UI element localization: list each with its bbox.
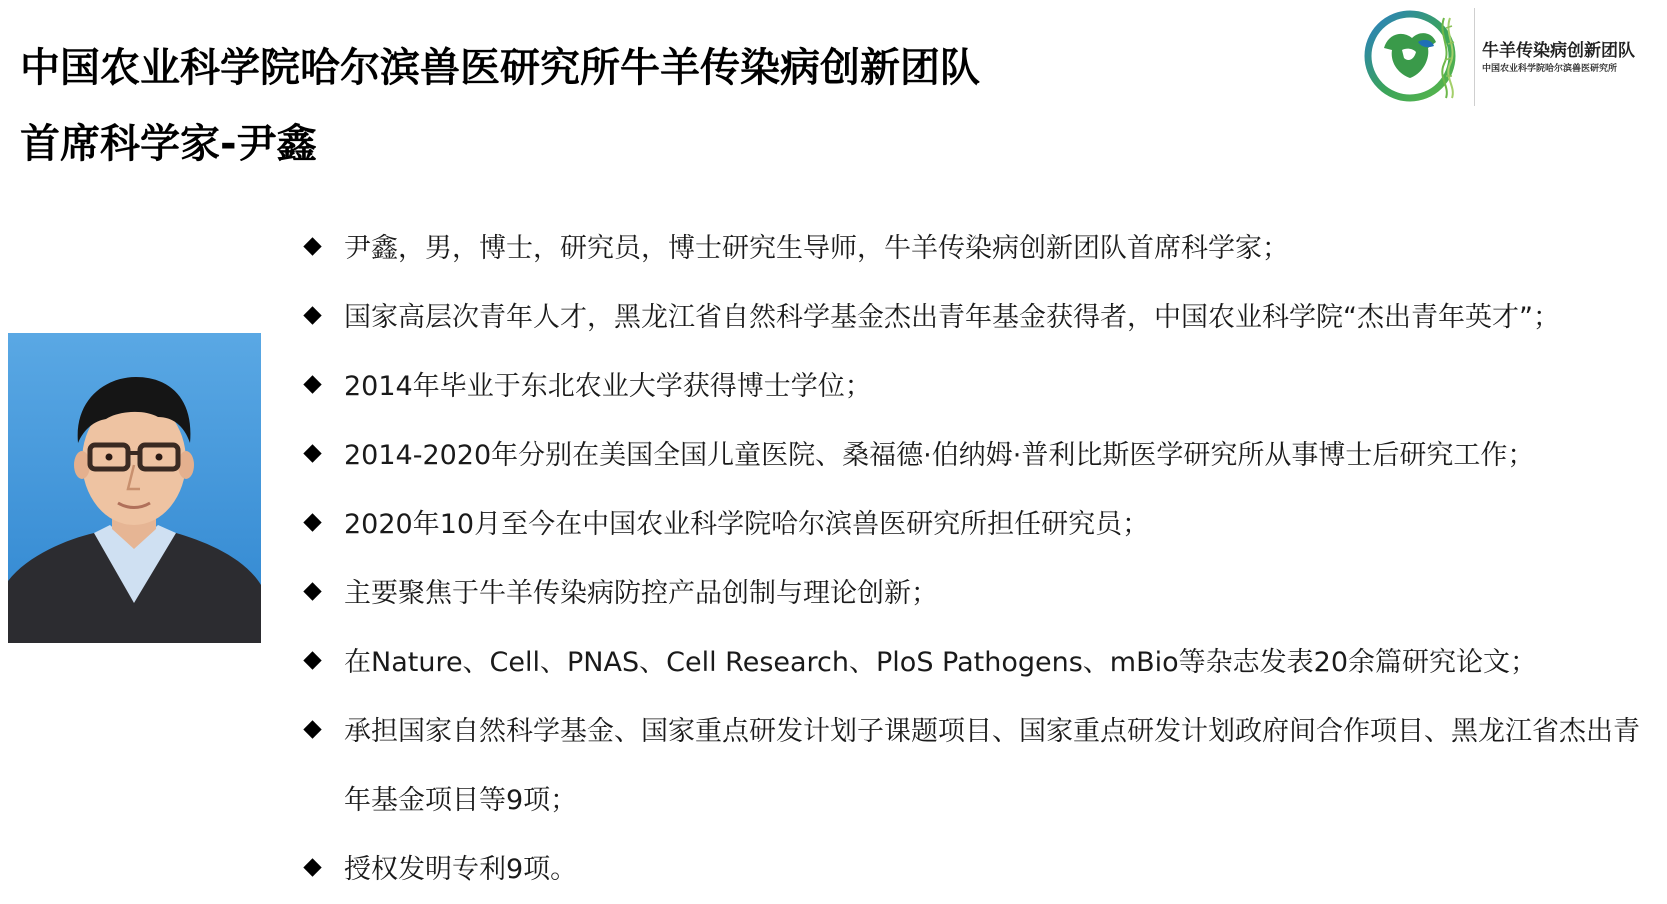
team-logo xyxy=(1362,4,1662,104)
logo-divider xyxy=(1474,8,1475,106)
diamond-bullet-icon xyxy=(303,306,321,324)
page-subtitle: 首席科学家-尹鑫 xyxy=(20,121,317,167)
portrait-photo xyxy=(8,333,261,643)
list-item: 授权发明专利9项。 xyxy=(300,835,1662,904)
list-item: 2014年毕业于东北农业大学获得博士学位； xyxy=(300,352,1662,421)
list-item: 国家高层次青年人才，黑龙江省自然科学基金杰出青年基金获得者，中国农业科学院“杰出青年英才”； xyxy=(300,283,1662,352)
diamond-bullet-icon xyxy=(303,651,321,669)
logo-institute-name: 中国农业科学院哈尔滨兽医研究所 xyxy=(1482,64,1618,74)
logo-team-name: 牛羊传染病创新团队 xyxy=(1482,41,1635,61)
list-item: 主要聚焦于牛羊传染病防控产品创制与理论创新； xyxy=(300,559,1662,628)
diamond-bullet-icon xyxy=(303,237,321,255)
list-item: 承担国家自然科学基金、国家重点研发计划子课题项目、国家重点研发计划政府间合作项目、黑龙江省杰出青年基金项目等9项； xyxy=(300,697,1662,835)
diamond-bullet-icon xyxy=(303,582,321,600)
cattle-sheep-logo-icon xyxy=(1362,4,1462,104)
list-item: 2020年10月至今在中国农业科学院哈尔滨兽医研究所担任研究员； xyxy=(300,490,1662,559)
list-item: 尹鑫，男，博士，研究员，博士研究生导师，牛羊传染病创新团队首席科学家； xyxy=(300,214,1662,283)
list-item: 在Nature、Cell、PNAS、Cell Research、PloS Pathogens、mBio等杂志发表20余篇研究论文； xyxy=(300,628,1662,697)
biography-list xyxy=(300,214,1662,904)
diamond-bullet-icon xyxy=(303,444,321,462)
portrait-image xyxy=(8,333,261,643)
page-title: 中国农业科学院哈尔滨兽医研究所牛羊传染病创新团队 xyxy=(20,45,980,91)
diamond-bullet-icon xyxy=(303,858,321,876)
list-item: 2014-2020年分别在美国全国儿童医院、桑福德·伯纳姆·普利比斯医学研究所从事博士后研究工作； xyxy=(300,421,1662,490)
diamond-bullet-icon xyxy=(303,720,321,738)
diamond-bullet-icon xyxy=(303,375,321,393)
diamond-bullet-icon xyxy=(303,513,321,531)
